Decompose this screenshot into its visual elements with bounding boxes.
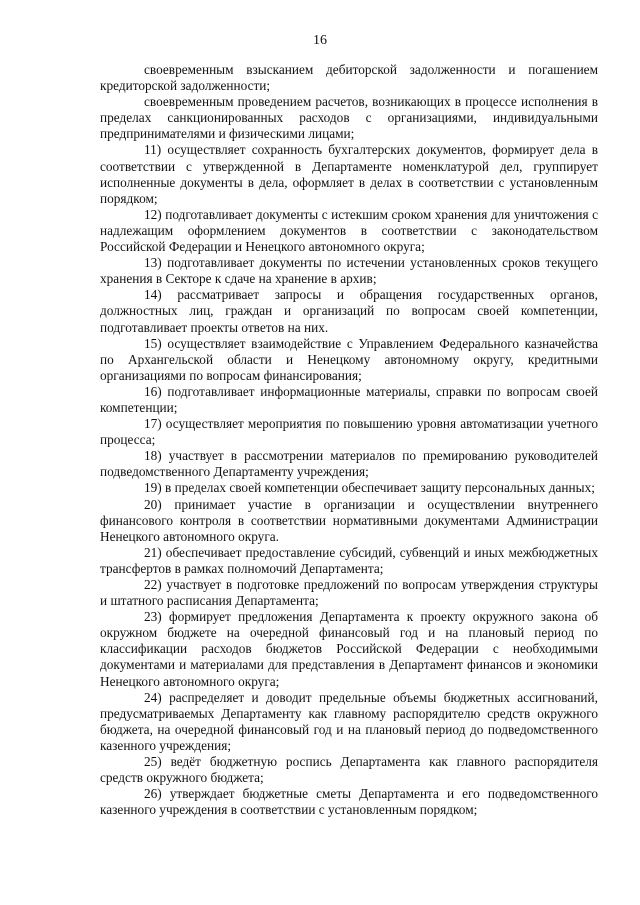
- list-item-23: 23) формирует предложения Департамента к проекту окружного закона об окружном бюджете на очередной финансовый год и на плановый период по классификации расходов бюджетов Российской Федерации с необходимыми документами и материалами для представления в Департамент финансов и экономики Ненецкого автономного округа;: [100, 609, 598, 689]
- list-item-19: 19) в пределах своей компетенции обеспечивает защиту персональных данных;: [144, 480, 595, 496]
- paragraph-debt-collection: своевременным взысканием дебиторской задолженности и погашением кредиторской задолженности;: [100, 62, 598, 94]
- page-number: 16: [313, 33, 327, 48]
- list-item-12: 12) подготавливает документы с истекшим сроком хранения для уничтожения с надлежащим оформлением документов в соответствии с законодательством Российской Федерации и Ненецкого автономного округа;: [100, 206, 598, 255]
- list-item-14: 14) рассматривает запросы и обращения государственных органов, должностных лиц, граждан и организаций по вопросам своей компетенции, подготавливает проекты ответов на них.: [100, 287, 598, 335]
- list-item-18: 18) участвует в рассмотрении материалов по премированию руководителей подведомственного Департаменту учреждения;: [100, 448, 598, 480]
- list-item-13: 13) подготавливает документы по истечении установленных сроков текущего хранения в Секторе к сдаче на хранение в архив;: [100, 255, 598, 287]
- list-item-15: 15) осуществляет взаимодействие с Управлением Федерального казначейства по Архангельской области и Ненецкому автономному округу, кредитными организациями по вопросам финансирования;: [100, 335, 598, 383]
- list-item-21: 21) обеспечивает предоставление субсидий, субвенций и иных межбюджетных трансфертов в рамках полномочий Департамента;: [100, 544, 598, 576]
- list-item-26: 26) утверждает бюджетные сметы Департамента и его подведомственного казенного учреждения в соответствии с установленным порядком;: [100, 786, 598, 818]
- list-item-17: 17) осуществляет мероприятия по повышению уровня автоматизации учетного процесса;: [100, 416, 598, 448]
- list-item-24: 24) распределяет и доводит предельные объемы бюджетных ассигнований, предусматриваемых Департаменту как главному распорядителю средств окружного бюджета, на очередной финансовый год и на плановый период до подведомственного казенного учреждения;: [100, 689, 598, 753]
- document-body: [100, 62, 598, 818]
- list-item-20: 20) принимает участие в организации и осуществлении внутреннего финансового контроля в соответствии нормативными документами Администрации Ненецкого автономного округа.: [100, 496, 598, 544]
- paragraph-settlements: своевременным проведением расчетов, возникающих в процессе исполнения в пределах санкционированных расходов с организациями, индивидуальными предпринимателями и физическими лицами;: [100, 94, 598, 142]
- list-item-25: 25) ведёт бюджетную роспись Департамента как главного распорядителя средств окружного бюджета;: [100, 754, 598, 786]
- list-item-16: 16) подготавливает информационные материалы, справки по вопросам своей компетенции;: [100, 383, 598, 415]
- list-item-11: 11) осуществляет сохранность бухгалтерских документов, формирует дела в соответствии с утвержденной в Департаменте номенклатурой дел, группирует исполненные документы в дела, оформляет в делах в соответствии с установленным порядком;: [100, 142, 598, 206]
- list-item-22: 22) участвует в подготовке предложений по вопросам утверждения структуры и штатного расписания Департамента;: [100, 577, 598, 609]
